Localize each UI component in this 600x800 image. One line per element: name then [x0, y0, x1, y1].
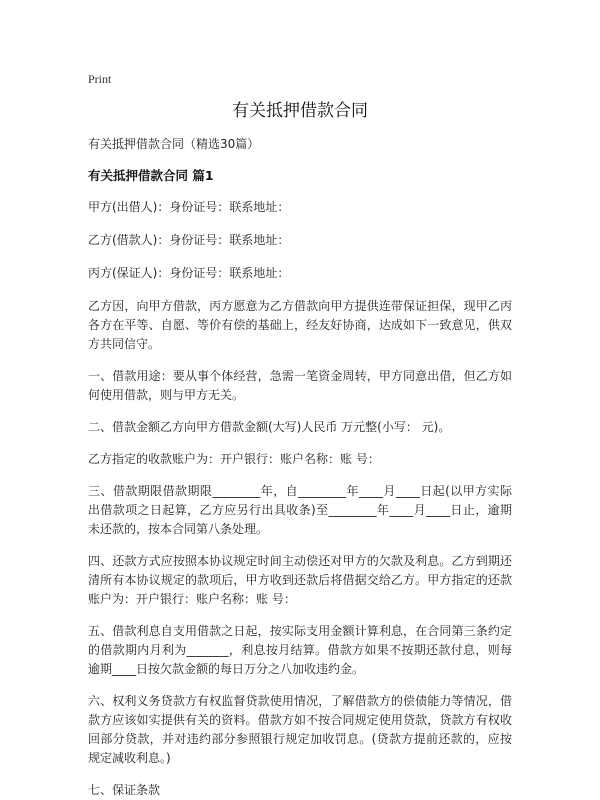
clause-4-paragraph: 四、还款方式应按照本协议规定时间主动偿还对甲方的欠款及利息。乙方到期还清所有本协议规定的款项后，甲方收到还款后将借据交给乙方。甲方指定的还款账户为：开户银行：账户名称：账 号： — [88, 554, 512, 606]
party-b-line: 乙方(借款人)：身份证号：联系地址： — [88, 233, 290, 247]
receiving-account-paragraph: 乙方指定的收款账户为：开户银行：账户名称：账 号： — [88, 452, 380, 466]
party-a-line: 甲方(出借人)：身份证号：联系地址： — [88, 200, 290, 214]
clause-6-paragraph: 六、权利义务贷款方有权监督贷款使用情况，了解借款方的偿债能力等情况，借款方应该如实提供有关的资料。借款方如不按合同规定使用贷款，贷款方有权收回部分贷款，并对违约部分参照银行规定加收罚息。(贷款方提前还款的，应按规定减收利息。) — [88, 694, 512, 765]
party-c-line: 丙方(保证人)：身份证号：联系地址： — [88, 266, 290, 280]
document-subtitle: 有关抵押借款合同（精选30篇） — [88, 137, 260, 151]
clause-5-paragraph: 五、借款利息自支用借款之日起，按实际支用金额计算利息，在合同第三条约定的借款期内月利为_______，利息按月结算。借款方如果不按期还款付息，则每逾期____日按欠款金额的每日万分之八加收违约金。 — [88, 624, 512, 676]
print-label: Print — [88, 72, 112, 86]
preamble-paragraph: 乙方因，向甲方借款，丙方愿意为乙方借款向甲方提供连带保证担保，现甲乙丙各方在平等、自愿、等价有偿的基础上，经友好协商，达成如下一致意见，供双方共同信守。 — [88, 299, 512, 351]
clause-1-paragraph: 一、借款用途：要从事个体经营，急需一笔资金周转，甲方同意出借，但乙方如何使用借款，则与甲方无关。 — [88, 369, 512, 402]
clause-7-heading: 七、保证条款 — [88, 783, 161, 797]
clause-2-paragraph: 二、借款金额乙方向甲方借款金额(大写)人民币 万元整(小写： 元)。 — [88, 420, 451, 434]
document-title: 有关抵押借款合同 — [232, 101, 368, 121]
clause-3-paragraph: 三、借款期限借款期限________年，自________年____月____日起(以甲方实际出借款项之日起算，乙方应另行出具收条)至________年____月____日止，逾期未还款的，按本合同第八条处理。 — [88, 484, 512, 536]
section-heading: 有关抵押借款合同 篇1 — [88, 168, 214, 183]
